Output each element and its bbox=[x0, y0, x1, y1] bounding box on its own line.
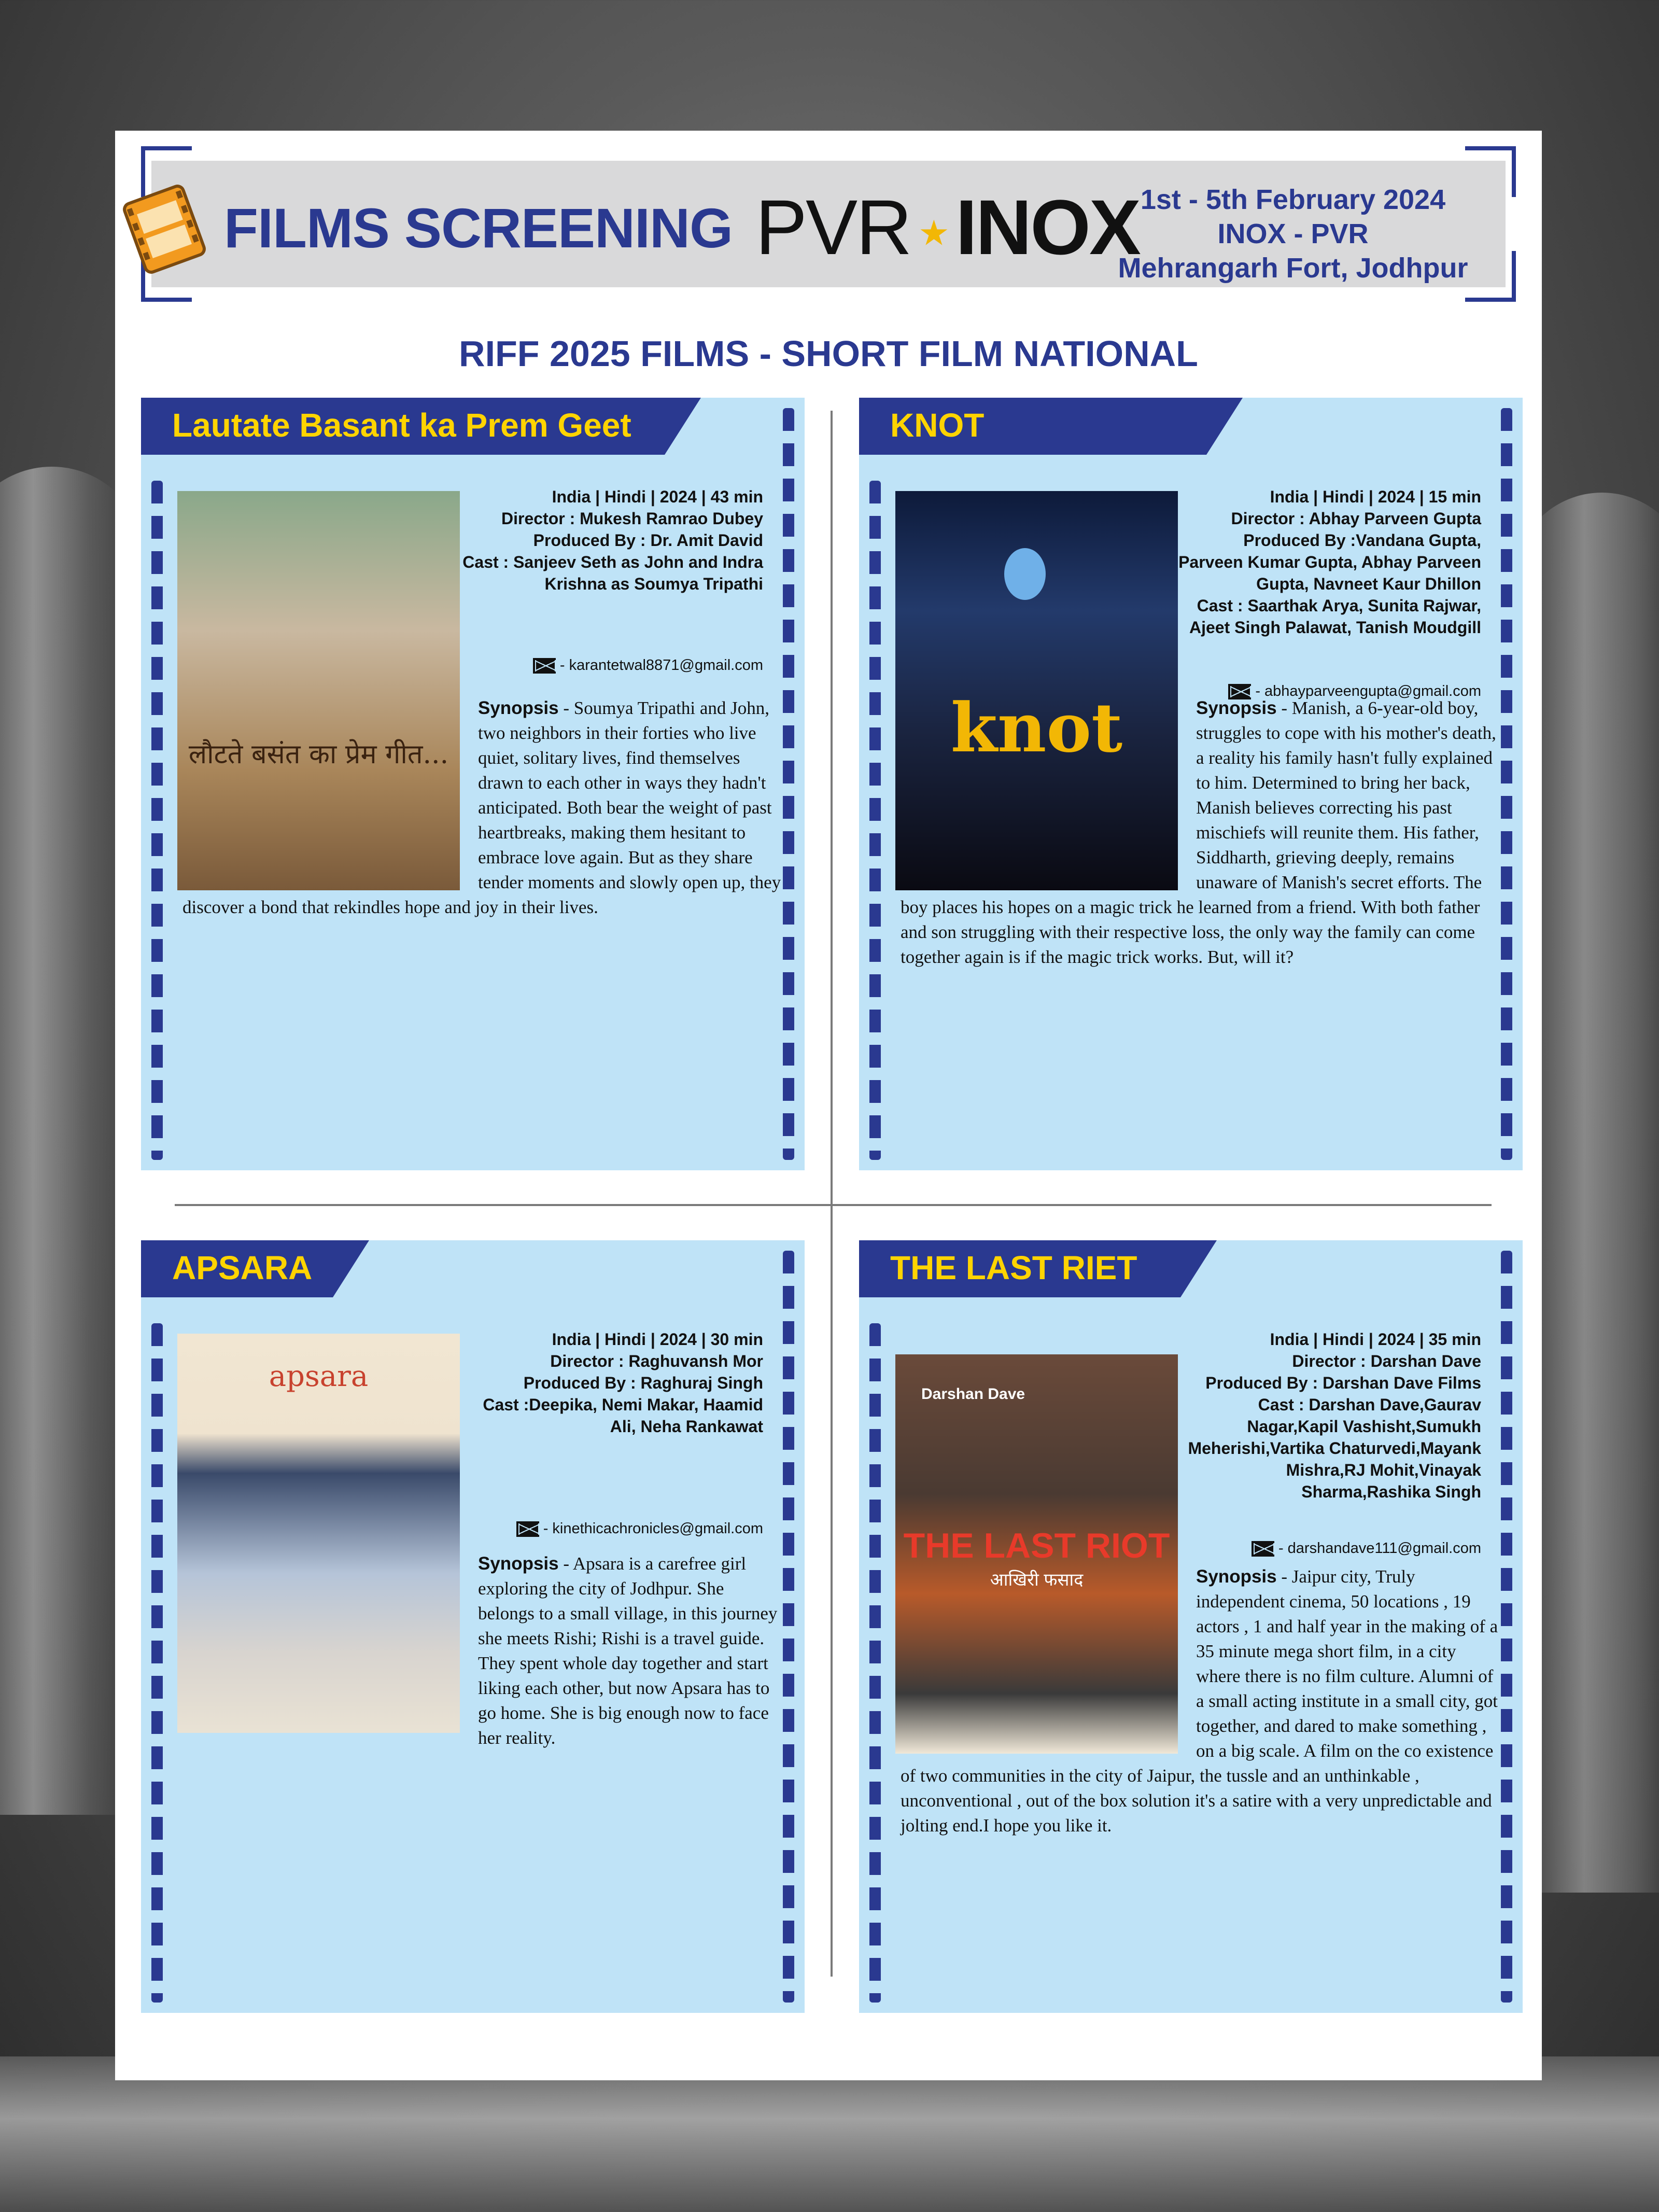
envelope-icon bbox=[533, 658, 556, 674]
film-details: India | Hindi | 2024 | 30 min bbox=[552, 1330, 763, 1349]
synopsis-label: Synopsis bbox=[1196, 698, 1277, 718]
poster-title: THE LAST RIOT bbox=[903, 1526, 1170, 1565]
film-synopsis bbox=[901, 696, 1499, 970]
film-strip-left bbox=[869, 481, 881, 1160]
film-synopsis bbox=[182, 1551, 781, 1751]
header bbox=[141, 146, 1516, 302]
section-title: RIFF 2025 FILMS - SHORT FILM NATIONAL bbox=[459, 333, 1198, 374]
film-cast: Cast :Deepika, Nemi Makar, Haamid Ali, Neha Rankawat bbox=[483, 1395, 763, 1436]
synopsis-text: - Apsara is a carefree girl exploring the city of Jodhpur. She belongs to a small village, in this journey she meets Rishi; Rishi is a travel guide. They spent whole day together and start liking each other, but now Apsara has to go home. She is big enough now to face her reality. bbox=[478, 1553, 778, 1748]
film-cast: Cast : Saarthak Arya, Sunita Rajwar, Ajeet Singh Palawat, Tanish Moudgill bbox=[1189, 596, 1481, 637]
logo-pvr: PVR bbox=[755, 184, 911, 271]
film-director: Director : Raghuvansh Mor bbox=[550, 1352, 763, 1370]
balloon-icon bbox=[1004, 548, 1046, 600]
email-text: - abhayparveengupta@gmail.com bbox=[1255, 683, 1481, 699]
synopsis-label: Synopsis bbox=[478, 698, 559, 718]
event-dates: 1st - 5th February 2024 bbox=[1140, 184, 1446, 215]
film-strip-left bbox=[151, 481, 163, 1160]
header-title: FILMS SCREENING bbox=[224, 197, 733, 259]
film-card-knot bbox=[859, 398, 1523, 1170]
film-cast: Cast : Darshan Dave,Gaurav Nagar,Kapil Vashisht,Sumukh Meherishi,Vartika Chaturvedi,Mayank Mishra,RJ Mohit,Vinayak Sharma,Rashika Singh bbox=[1188, 1395, 1481, 1501]
film-card-apsara bbox=[141, 1240, 805, 2013]
synopsis-spacer bbox=[901, 1564, 1196, 1761]
event-location: Mehrangarh Fort, Jodhpur bbox=[1118, 253, 1468, 284]
film-strip-right bbox=[1501, 408, 1512, 1160]
film-director: Director : Abhay Parveen Gupta bbox=[1231, 509, 1481, 528]
film-meta bbox=[457, 486, 763, 595]
film-director: Director : Mukesh Ramrao Dubey bbox=[501, 509, 763, 528]
film-meta bbox=[457, 1328, 763, 1437]
film-synopsis bbox=[182, 696, 781, 920]
horizontal-divider bbox=[175, 1204, 1492, 1206]
film-email bbox=[533, 657, 763, 674]
poster-title: लौटते बसंत का प्रेम गीत... bbox=[188, 739, 449, 770]
pvr-inox-logo bbox=[755, 183, 1140, 272]
event-info bbox=[1112, 183, 1474, 285]
envelope-icon bbox=[516, 1521, 539, 1537]
film-details: India | Hindi | 2024 | 35 min bbox=[1270, 1330, 1481, 1349]
film-title: KNOT bbox=[890, 407, 985, 444]
film-card-lautate-basant bbox=[141, 398, 805, 1170]
synopsis-text: - Manish, a 6-year-old boy, struggles to cope with his mother's death, a reality his family hasn't fully explained to him. Determined to bring her back, Manish believes correcting his past mischiefs will reunite them. His father, Siddharth, grieving deeply, remains unaware of Manish's secret efforts. The boy places his hopes on a magic trick he learned from a friend. With both father and son struggling with their respective loss, the only way the family can come together again is if the magic trick works. But, will it? bbox=[901, 698, 1496, 967]
poster-title: apsara bbox=[269, 1360, 369, 1393]
synopsis-spacer bbox=[182, 1551, 478, 1738]
film-strip-left bbox=[869, 1323, 881, 2003]
film-producer: Produced By : Raghuraj Singh bbox=[523, 1374, 763, 1392]
email-text: - darshandave111@gmail.com bbox=[1278, 1540, 1481, 1557]
film-producer: Produced By :Vandana Gupta, Parveen Kumar Gupta, Abhay Parveen Gupta, Navneet Kaur Dhillon bbox=[1178, 531, 1481, 593]
email-text: - karantetwal8871@gmail.com bbox=[559, 657, 763, 674]
film-producer: Produced By : Darshan Dave Films bbox=[1205, 1374, 1481, 1392]
poster-subtitle: आखिरी फसाद bbox=[990, 1570, 1084, 1590]
film-details: India | Hindi | 2024 | 15 min bbox=[1270, 487, 1481, 506]
logo-inox: INOX bbox=[955, 184, 1140, 271]
film-title: Lautate Basant ka Prem Geet bbox=[172, 407, 631, 444]
film-producer: Produced By : Dr. Amit David bbox=[533, 531, 763, 550]
synopsis-label: Synopsis bbox=[1196, 1566, 1277, 1587]
film-strip-right bbox=[783, 1251, 794, 2003]
film-meta bbox=[1175, 486, 1481, 638]
film-details: India | Hindi | 2024 | 43 min bbox=[552, 487, 763, 506]
film-card-the-last-riet bbox=[859, 1240, 1523, 2013]
synopsis-label: Synopsis bbox=[478, 1553, 559, 1574]
synopsis-spacer bbox=[182, 696, 478, 893]
flyer-page bbox=[115, 131, 1542, 2080]
synopsis-text: - Jaipur city, Truly independent cinema, 50 locations , 19 actors , 1 and half year in the making of a 35 minute mega short film, in a city where there is no film culture. Alumni of a small acting institute in a small city, got together, and dared to make something , on a big scale. A film on the co existence of two communities in the city of Jaipur, the tussle and an unthinkable , unconventional , out of the box solution it's a satire with a very unpredictable and jolting end.I hope you like it. bbox=[901, 1566, 1498, 1836]
film-title: APSARA bbox=[172, 1249, 313, 1286]
poster-credit: Darshan Dave bbox=[921, 1385, 1025, 1403]
film-email bbox=[1252, 1540, 1481, 1557]
vertical-divider bbox=[831, 411, 833, 1977]
film-strip-left bbox=[151, 1323, 163, 2003]
film-title: THE LAST RIET bbox=[890, 1249, 1137, 1286]
film-director: Director : Darshan Dave bbox=[1292, 1352, 1481, 1370]
film-reel-icon bbox=[120, 177, 208, 281]
event-venue: INOX - PVR bbox=[1217, 218, 1369, 249]
poster-title: knot bbox=[950, 688, 1123, 767]
film-synopsis bbox=[901, 1564, 1499, 1838]
film-strip-right bbox=[783, 408, 794, 1160]
synopsis-text: - Soumya Tripathi and John, two neighbors in their forties who live quiet, solitary lives, find themselves drawn to each other in ways they hadn't anticipated. Both bear the weight of past heartbreaks, making them hesitant to embrace love again. But as they share tender moments and slowly open up, they discover a bond that rekindles hope and joy in their lives. bbox=[182, 698, 781, 917]
film-meta bbox=[1175, 1328, 1481, 1503]
film-email bbox=[516, 1520, 763, 1537]
envelope-icon bbox=[1252, 1541, 1274, 1557]
synopsis-spacer bbox=[901, 696, 1196, 893]
logo-star-icon: ★ bbox=[920, 216, 947, 251]
email-text: - kinethicachronicles@gmail.com bbox=[543, 1520, 763, 1537]
film-strip-right bbox=[1501, 1251, 1512, 2003]
film-cast: Cast : Sanjeev Seth as John and Indra Krishna as Soumya Tripathi bbox=[462, 553, 763, 593]
